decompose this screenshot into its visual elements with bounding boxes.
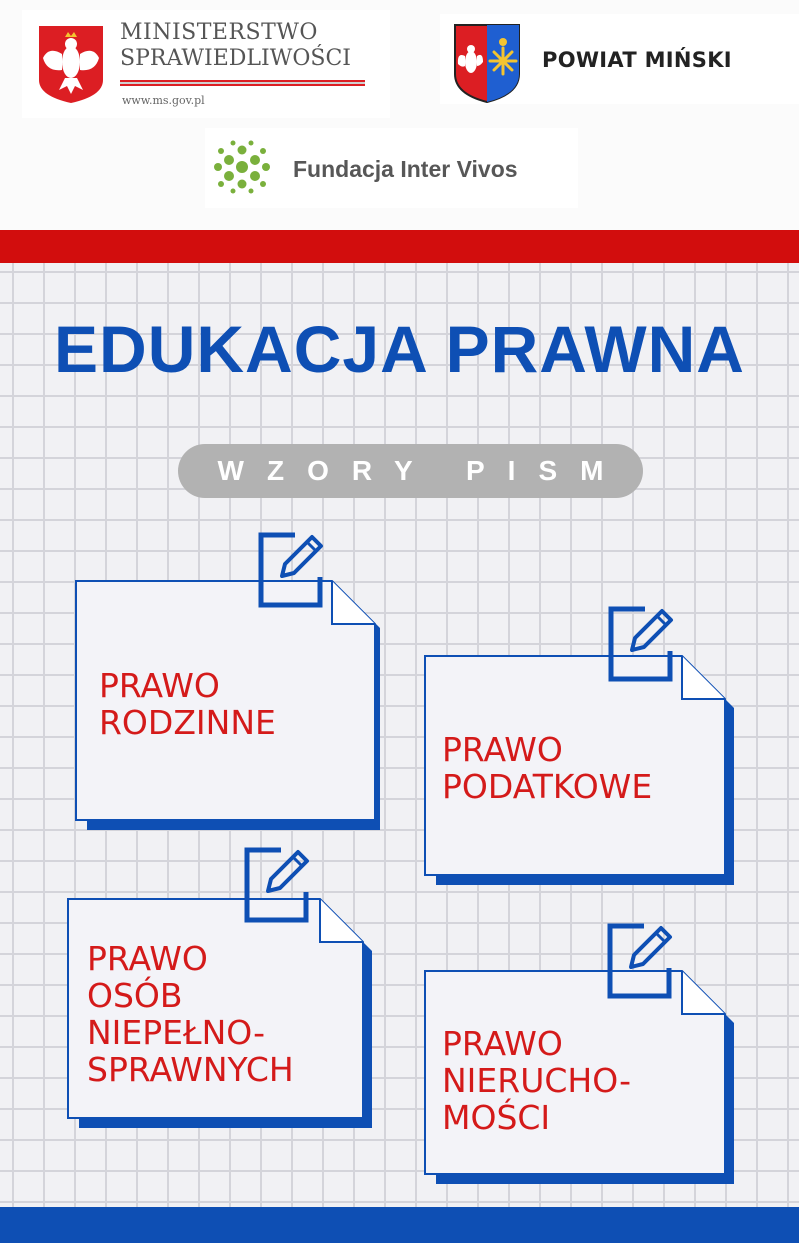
blue-footer-bar (0, 1207, 799, 1243)
card-label: PRAWO NIERUCHO- MOŚCI (442, 1024, 632, 1137)
ministry-name-line2: SPRAWIEDLIWOŚCI (120, 46, 351, 71)
card-label: PRAWO PODATKOWE (442, 730, 653, 806)
foundation-name: Fundacja Inter Vivos (293, 156, 518, 182)
subtitle-text: WZORY PISM (217, 455, 627, 486)
powiat-name: POWIAT MIŃSKI (542, 48, 732, 72)
molecule-dots-logo-icon (211, 138, 273, 196)
edit-document-icon[interactable] (257, 531, 325, 609)
card-label: PRAWO RODZINNE (99, 666, 276, 742)
powiat-coat-of-arms-icon (452, 22, 522, 104)
card-prawo-podatkowe[interactable] (424, 655, 739, 887)
ministry-name-line1: MINISTERSTWO (120, 20, 318, 45)
ministry-logo[interactable] (22, 10, 390, 118)
edit-document-icon[interactable] (606, 922, 674, 1000)
header (0, 0, 799, 230)
page-title: EDUKACJA PRAWNA (54, 312, 745, 386)
subtitle-pill (178, 444, 643, 498)
card-label: PRAWO OSÓB NIEPEŁNO- SPRAWNYCH (87, 939, 294, 1089)
foundation-logo[interactable] (205, 128, 578, 208)
card-prawo-nieruchomosci[interactable] (424, 970, 739, 1185)
card-prawo-osob-niepelnosprawnych[interactable] (67, 898, 377, 1130)
ministry-flag-stripe (120, 80, 365, 86)
card-prawo-rodzinne[interactable] (75, 580, 385, 835)
polish-eagle-emblem-icon (37, 24, 105, 104)
ministry-url[interactable]: www.ms.gov.pl (122, 94, 205, 107)
edit-document-icon[interactable] (607, 605, 675, 683)
powiat-logo[interactable] (440, 14, 799, 104)
red-divider-bar (0, 230, 799, 263)
edit-document-icon[interactable] (243, 846, 311, 924)
